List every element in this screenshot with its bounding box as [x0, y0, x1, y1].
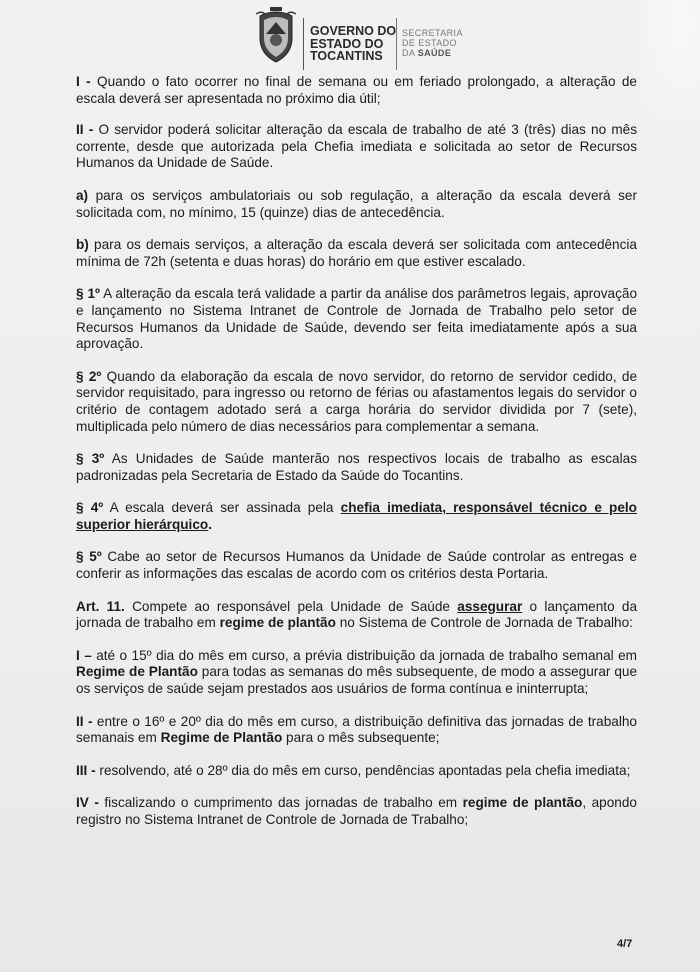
paragraph-art11-item-iii: III - resolvendo, até o 28º dia do mês em curso, pendências apontadas pela chefia imediata; [76, 762, 631, 778]
paragraph-item-b: b) para os demais serviços, a alteração da escala deverá ser solicitada com antecedência mínima de 72h (setenta e duas horas) do horário em que estiver escalado. [76, 237, 637, 269]
paragraph-art11-item-ii: II - entre o 16º e 20º dia do mês em curso, a distribuição definitiva das jornadas de trabalho semanais em Regime de Plantão para o mês subsequente; [76, 713, 637, 746]
paragraph-item-ii: II - O servidor poderá solicitar alteração da escala de trabalho de até 3 (três) dias no mês corrente, desde que autorizada pela Chefia imediata e solicitada ao setor de Recursos Humanos da Unidade de Saúde. [76, 122, 638, 171]
state-coat-of-arms-icon [252, 6, 300, 66]
letterhead [240, 4, 500, 78]
secretariat-name: SECRETARIA DE ESTADO DA SAÚDE [402, 28, 463, 58]
paragraph-section-2: § 2º Quando da elaboração da escala de novo servidor, do retorno de servidor cedido, de servidor requisitado, para ingresso ou retorno de férias ou afastamentos legais do servidor o critério de contagem adotado será a carga horária do servidor dividida por 7 (sete), multiplicada pelo número de dias necessários para complementar a semana. [76, 368, 637, 434]
government-name: GOVERNO DO ESTADO DO TOCANTINS [310, 24, 397, 63]
paragraph-section-4: § 4º A escala deverá ser assinada pela chefia imediata, responsável técnico e pelo superior hierárquico. [76, 500, 637, 532]
paragraph-section-5: § 5º Cabe ao setor de Recursos Humanos da Unidade de Saúde controlar as entregas e conferir as informações das escalas de acordo com os critérios desta Portaria. [76, 549, 637, 582]
paragraph-item-a: a) para os serviços ambulatoriais ou sob regulação, a alteração da escala deverá ser solicitada com, no mínimo, 15 (quinze) dias de antecedência. [76, 187, 637, 220]
paragraph-art11-item-iv: IV - fiscalizando o cumprimento das jornadas de trabalho em regime de plantão, apondo registro no Sistema Intranet de Controle de Jornada de Trabalho; [76, 795, 637, 827]
paragraph-art11-item-i: I – até o 15º dia do mês em curso, a prévia distribuição da jornada de trabalho semanal em Regime de Plantão para todas as semanas do mês subsequente, de modo a assegurar que os serviços de saúde sejam prestados aos usuários de forma contínua e ininterrupta; [76, 647, 637, 697]
paragraph-section-1: § 1º A alteração da escala terá validade a partir da análise dos parâmetros legais, aprovação e lançamento no Sistema Intranet de Controle de Jornada de Trabalho pelo setor de Recursos Humanos da Unidade de Saúde, devendo ser feita imediatamente após a sua aprovação. [76, 286, 637, 352]
paragraph-article-11: Art. 11. Compete ao responsável pela Unidade de Saúde assegurar o lançamento da jornada de trabalho em regime de plantão no Sistema de Controle de Jornada de Trabalho: [76, 598, 638, 631]
paragraph-section-3: § 3º As Unidades de Saúde manterão nos respectivos locais de trabalho as escalas padronizadas pela Secretaria de Estado da Saúde do Tocantins. [76, 451, 637, 483]
page-number: 4/7 [617, 938, 633, 950]
document-body [76, 74, 637, 845]
paragraph-item-i: I - Quando o fato ocorrer no final de semana ou em feriado prolongado, a alteração de escala deverá ser apresentada no próximo dia útil; [76, 74, 637, 106]
